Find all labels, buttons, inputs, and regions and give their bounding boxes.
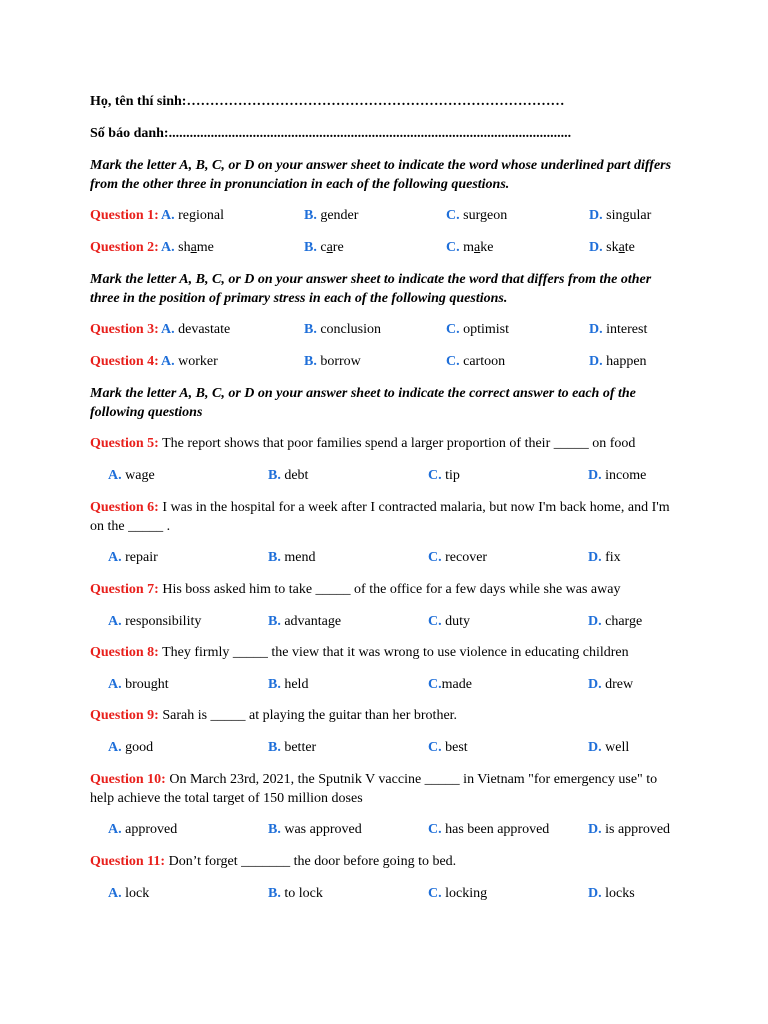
section-3-instruction-cont: following questions [90, 405, 203, 420]
q11-option-a[interactable]: A. lock [108, 886, 150, 901]
q3-option-b[interactable]: B. conclusion [304, 322, 381, 337]
q9-option-c[interactable]: C. best [428, 740, 468, 755]
q6-option-d[interactable]: D. fix [588, 550, 621, 565]
q2-option-d[interactable]: D. skate [589, 240, 635, 255]
question-text: On March 23rd, 2021, the Sputnik V vaccine _____ in Vietnam "for emergency use" to [169, 772, 658, 787]
q1-option-d[interactable]: D. singular [589, 208, 652, 223]
question-label: Question 7: [90, 582, 159, 597]
section-1-instruction-cont: from the other three in pronunciation in each of the following questions. [90, 177, 510, 192]
question-text: His boss asked him to take _____ of the office for a few days while she was away [162, 582, 621, 597]
question-11 [90, 852, 456, 871]
q1-option-a[interactable]: A. regional [161, 208, 225, 223]
question-text: The report shows that poor families spend a larger proportion of their _____ on food [162, 436, 636, 451]
question-10 [90, 770, 657, 789]
q1-option-b[interactable]: B. gender [304, 208, 359, 223]
question-text: I was in the hospital for a week after I contracted malaria, but now I'm back home, and I'm [162, 500, 670, 515]
q11-option-b[interactable]: B. to lock [268, 886, 323, 901]
q2-option-c[interactable]: C. make [446, 240, 494, 255]
question-label: Question 11: [90, 854, 166, 869]
question-label: Question 1: [90, 208, 159, 223]
q7-option-a[interactable]: A. responsibility [108, 614, 202, 629]
question-text: Sarah is _____ at playing the guitar than her brother. [162, 708, 458, 723]
question-2 [90, 238, 159, 257]
q9-option-b[interactable]: B. better [268, 740, 317, 755]
question-label: Question 3: [90, 322, 159, 337]
q11-option-d[interactable]: D. locks [588, 886, 635, 901]
q5-option-a[interactable]: A. wage [108, 468, 155, 483]
question-9 [90, 706, 457, 725]
q3-option-d[interactable]: D. interest [589, 322, 648, 337]
q8-option-a[interactable]: A. brought [108, 677, 169, 692]
question-label: Question 9: [90, 708, 159, 723]
question-label: Question 5: [90, 436, 159, 451]
section-1-instruction: Mark the letter A, B, C, or D on your answer sheet to indicate the word whose underlined part differs [90, 158, 672, 173]
question-7 [90, 580, 620, 599]
q9-option-a[interactable]: A. good [108, 740, 154, 755]
q10-option-b[interactable]: B. was approved [268, 822, 362, 837]
question-label: Question 6: [90, 500, 159, 515]
question-5 [90, 434, 635, 453]
question-text: Don’t forget _______ the door before going to bed. [168, 854, 457, 869]
question-label: Question 10: [90, 772, 166, 787]
section-3-instruction: Mark the letter A, B, C, or D on your answer sheet to indicate the correct answer to each of the [90, 386, 636, 401]
q11-option-c[interactable]: C. locking [428, 886, 488, 901]
section-2-instruction-cont: three in the position of primary stress in each of the following questions. [90, 291, 508, 306]
question-1 [90, 206, 159, 225]
q7-option-c[interactable]: C. duty [428, 614, 471, 629]
q2-option-b[interactable]: B. care [304, 240, 344, 255]
question-6 [90, 498, 670, 517]
q8-option-b[interactable]: B. held [268, 677, 309, 692]
q10-option-a[interactable]: A. approved [108, 822, 178, 837]
question-label: Question 8: [90, 645, 159, 660]
q5-option-c[interactable]: C. tip [428, 468, 460, 483]
question-3 [90, 320, 159, 339]
q5-option-b[interactable]: B. debt [268, 468, 309, 483]
question-label: Question 4: [90, 354, 159, 369]
q7-option-b[interactable]: B. advantage [268, 614, 342, 629]
q4-option-d[interactable]: D. happen [589, 354, 647, 369]
candidate-id-label: Số báo danh:................................................................................................................... [90, 126, 572, 141]
question-label: Question 2: [90, 240, 159, 255]
q9-option-d[interactable]: D. well [588, 740, 630, 755]
q6-option-c[interactable]: C. recover [428, 550, 488, 565]
question-6-cont: on the _____ . [90, 519, 171, 534]
q3-option-a[interactable]: A. devastate [161, 322, 231, 337]
q1-option-c[interactable]: C. surgeon [446, 208, 508, 223]
q10-option-d[interactable]: D. is approved [588, 822, 671, 837]
q4-option-a[interactable]: A. worker [161, 354, 218, 369]
q8-option-d[interactable]: D. drew [588, 677, 634, 692]
q7-option-d[interactable]: D. charge [588, 614, 643, 629]
question-8 [90, 643, 629, 662]
q6-option-b[interactable]: B. mend [268, 550, 316, 565]
section-2-instruction: Mark the letter A, B, C, or D on your answer sheet to indicate the word that differs from the other [90, 272, 652, 287]
q10-option-c[interactable]: C. has been approved [428, 822, 550, 837]
q5-option-d[interactable]: D. income [588, 468, 647, 483]
q3-option-c[interactable]: C. optimist [446, 322, 510, 337]
q8-option-c[interactable]: C.made [428, 677, 472, 692]
question-4 [90, 352, 159, 371]
q2-option-a[interactable]: A. shame [161, 240, 214, 255]
q4-option-b[interactable]: B. borrow [304, 354, 361, 369]
q6-option-a[interactable]: A. repair [108, 550, 158, 565]
candidate-name-label: Họ, tên thí sinh:……………………………………………………………………… [90, 94, 565, 109]
question-10-cont: help achieve the total target of 150 million doses [90, 791, 363, 806]
q4-option-c[interactable]: C. cartoon [446, 354, 506, 369]
question-text: They firmly _____ the view that it was wrong to use violence in educating children [162, 645, 629, 660]
